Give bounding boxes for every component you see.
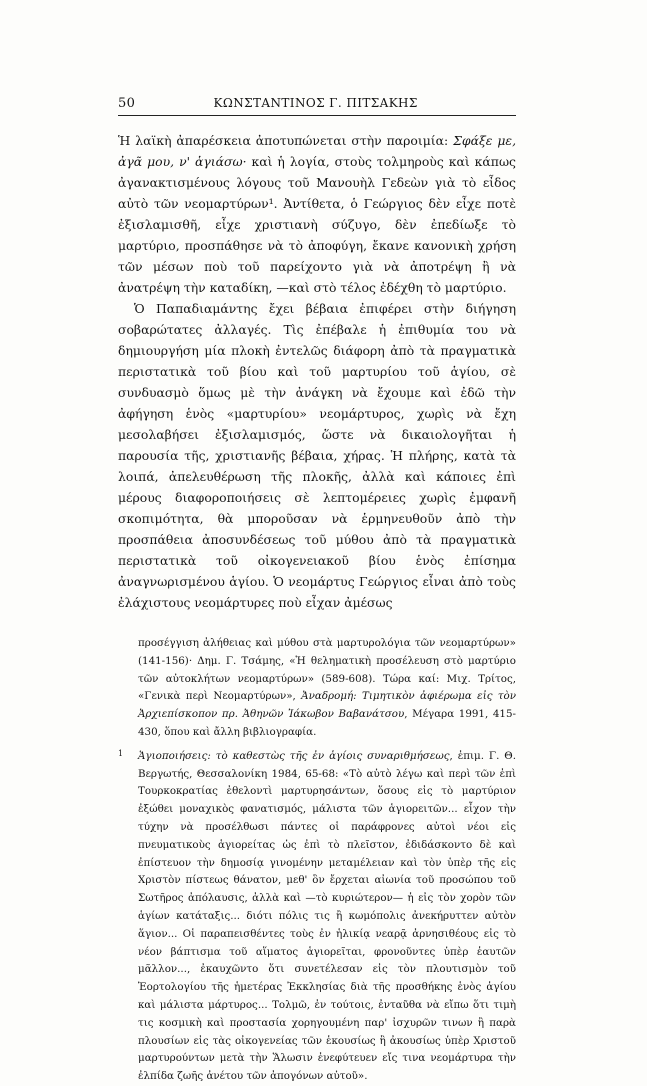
footnote-continuation [118, 635, 516, 742]
footnote-1-text: , ἐπιμ. Γ. Θ. Βεργωτής, Θεσσαλονίκη 1984, 65-68: «Τὸ αὐτὸ λέγω καὶ περὶ τῶν ἐπὶ Τουρκοκρατίας ἐθελοντὶ μαρτυρησάντων, ὅσους εἰς τὸ μαρτύριον ἐξώθει μοναχικὸς φανατισμός, μάλιστα τῶν ἁγιορειτῶν... εἶχον τὴν τύχην νὰ προσέλθωσι πάντες οἱ παράφρονες αὐτοὶ νέοι εἰς πνευματικοὺς ἁγιορείτας ὡς ἐπὶ τὸ πλεῖστον, ἐδιδάσκοντο δὲ καὶ ἐπίστευον τὴν δημοσίᾳ γινομένην μεταμέλειαν καὶ τὸν ὑπὲρ τῆς εἰς Χριστὸν πίστεως θάνατον, μεθ' ὃν ἔρχεται αἰωνία τοῦ προσώπου τοῦ Σωτῆρος ἀπόλαυσις, ἀλλὰ καὶ —τὸ κυριώτερον— ἡ εἰς τὸν χορὸν τῶν ἁγίων κατάταξις... διότι πόλις τις ἢ κωμόπολις ἀνεκήρυττεν αὐτὸν ἅγιον... Οἱ παραπεισθέντες τοὺς ἐν ἡλικίᾳ νεαρᾷ ἀρνησιθέους εἰς τὸ νέον βάπτισμα τοῦ αἵματος ἁγιορεῖται, φρονοῦντες ὑπὲρ ἑαυτῶν μᾶλλον..., ἐκαυχῶντο ὅτι συνετέλεσαν εἰς τὸν πλουτισμὸν τοῦ Ἑορτολογίου τῆς ἡμετέρας Ἐκκλησίας διὰ τῆς προσθήκης ἑνὸς ἁγίου καὶ μάλιστα μάρτυρος... Τολμῶ, ἐν τούτοις, ἐνταῦθα νὰ εἴπω ὅτι τιμὴ τις κοσμικὴ καὶ προστασία χορηγουμένη παρ' ἰσχυρῶν τινων ἢ παρὰ πλουσίων εἰς τὰς οἰκογενείας τῶν ἑκουσίως ἢ ἀκουσίως ὑπὲρ Χριστοῦ μαρτυρούντων μετὰ τὴν Ἅλωσιν ἐνεφύτευεν εἴς τινα νεομάρτυρα τὴν ἐλπίδα ζωῆς ἀνέτου τῶν ἀπογόνων αὐτοῦ». [138, 749, 516, 1083]
book-page [118, 96, 516, 1086]
footnote-marker: 1 [118, 748, 124, 758]
footnote-1 [118, 748, 516, 1086]
main-text [118, 130, 516, 613]
paragraph-2: Ὁ Παπαδιαμάντης ἔχει βέβαια ἐπιφέρει στὴν διήγηση σοβαρώτατες ἀλλαγές. Τὶς ἐπέβαλε ἡ ἐπιθυμία του νὰ δημιουργήση μία πλοκὴ ἐντελῶς διάφορη ἀπὸ τὰ πραγματικὰ περιστατικὰ τοῦ βίου καὶ τοῦ μαρτυρίου τοῦ ἁγίου, σὲ συνδυασμὸ ὅμως μὲ τὴν ἀνάγκη νὰ ἔχουμε καὶ ἐδῶ τὴν ἀφήγηση ἑνὸς «μαρτυρίου» νεομάρτυρος, χωρὶς νὰ ἔχη μεσολαβήσει ἐξισλαμισμός, ὥστε νὰ δικαιολογῆται ἡ παρουσία τῆς, χριστιανῆς βέβαια, χήρας. Ἡ πλήρης, κατὰ τὰ λοιπά, ἀπελευθέρωση τῆς πλοκῆς, ἀλλὰ καὶ κάποιες ἐπὶ μέρους διαφοροποιήσεις σὲ λεπτομέρειες χωρὶς ἐμφανῆ σκοπιμότητα, θὰ μποροῦσαν νὰ ἑρμηνευθοῦν ἀπὸ τὴν προσπάθεια ἀποσυνδέσεως τοῦ μύθου ἀπὸ τὰ πραγματικὰ περιστατικὰ τοῦ οἰκογενειακοῦ βίου ἑνὸς ἐπίσημα ἀναγνωρισμένου ἁγίου. Ὁ νεομάρτυς Γεώργιος εἶναι ἀπὸ τοὺς ἐλάχιστους νεομάρτυρες ποὺ εἶχαν ἀμέσως [118, 301, 516, 610]
paragraph-1 [118, 130, 516, 298]
footnote-continuation-text: προσέγγιση ἀλήθειας καὶ μύθου στὰ μαρτυρολόγια τῶν νεομαρτύρων» (141-156)· Δημ. Γ. Τσάμης, «Ἡ θεληματικὴ προσέλευση στὸ μαρτύριο τῶν αὐτοκλήτων νεομαρτύρων» (589-608). Τώρα καί: Μιχ. Τρίτος, «Γενικὰ περὶ Νεομαρτύρων», [138, 637, 516, 703]
footnotes [118, 635, 516, 1086]
footnote-continuation-end: , Μέγαρα 1991, 415-430, ὅπου καὶ ἄλλη βιβλιογραφία. [138, 708, 516, 738]
page-number: 50 [118, 96, 136, 111]
running-header [118, 96, 516, 116]
footnote-continuation-title: Ἀναδρομή: Τιμητικὸν ἀφιέρωμα εἰς τὸν Ἀρχιεπίσκοπον πρ. Ἀθηνῶν Ἰάκωβον Βαβανάτσου [138, 690, 516, 721]
footnote-1-title: Ἁγιοποιήσεις: τὸ καθεστὼς τῆς ἐν ἁγίοις συναριθμήσεως [138, 749, 450, 762]
paragraph-1-start: Ἡ λαϊκὴ ἀπαρέσκεια ἀποτυπώνεται στὴν παροιμία: [118, 133, 454, 148]
running-head-author: ΚΩΝΣΤΑΝΤΙΝΟΣ Γ. ΠΙΤΣΑΚΗΣ [213, 96, 418, 110]
paragraph-1-rest: · καὶ ἡ λογία, στοὺς τολμηροὺς καὶ κάπως ἀγανακτισμένους λόγους τοῦ Μανουὴλ Γεδεὼν γιὰ τὸ εἶδος αὐτὸ τῶν νεομαρτύρων¹. Ἀντίθετα, ὁ Γεώργιος δὲν εἶχε ποτὲ ἐξισλαμισθῆ, εἶχε χριστιανὴ σύζυγο, δὲν ἐπεδίωξε τὸ μαρτύριο, προσπάθησε νὰ τὸ ἀποφύγη, ἔκανε κανονικὴ χρήση τῶν μέσων ποὺ τοῦ παρείχοντο γιὰ νὰ ἀποτρέψη ἢ νὰ ἀνατρέψη τὴν καταδίκη, —καὶ στὸ τέλος ἐδέχθη τὸ μαρτύριο. [118, 154, 516, 295]
proverb-quote: Σφάξε με, ἀγᾶ μου, ν' ἁγιάσω [118, 133, 517, 169]
